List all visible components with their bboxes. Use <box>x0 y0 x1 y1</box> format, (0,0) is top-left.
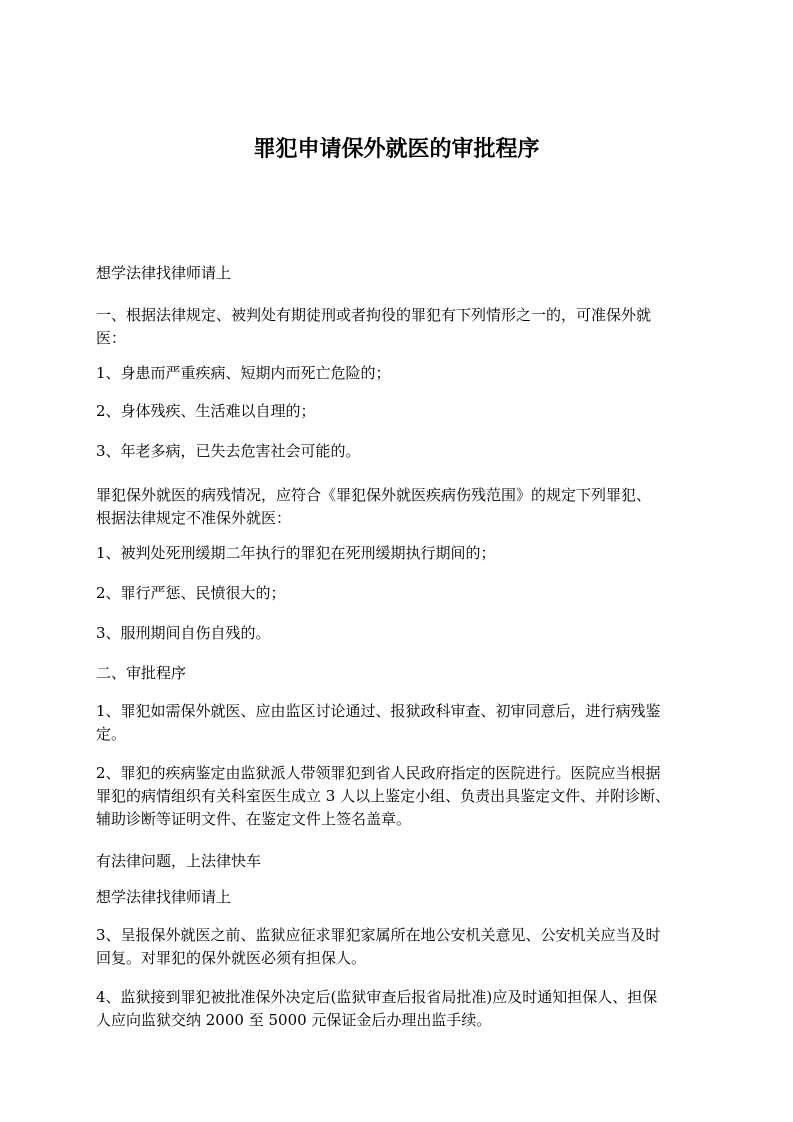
paragraph-section-two: 二、审批程序 <box>96 664 187 682</box>
paragraph-promo-2: 想学法律找律师请上 <box>96 888 232 906</box>
page-title: 罪犯申请保外就医的审批程序 <box>253 137 540 162</box>
paragraph-condition-1: 1、身患而严重疾病、短期内而死亡危险的； <box>96 364 391 382</box>
paragraph-condition-2: 2、身体残疾、生活难以自理的； <box>96 402 316 420</box>
paragraph-condition-3: 3、年老多病，已失去危害社会可能的。 <box>96 442 361 460</box>
paragraph-procedure-4: 4、监狱接到罪犯被批准保外决定后(监狱审查后报省局批准)应及时通知担保人、担保 人应向监狱交纳 2000 至 5000 元保证金后办理出监手续。 <box>96 988 658 1029</box>
paragraph-exclusions-intro: 罪犯保外就医的病残情况，应符合《罪犯保外就医疾病伤残范围》的规定下列罪犯、 根据法律规定不准保外就医： <box>96 486 652 527</box>
paragraph-procedure-1: 1、罪犯如需保外就医、应由监区讨论通过、报狱政科审查、初审同意后，进行病残鉴 定。 <box>96 702 661 743</box>
paragraph-procedure-3: 3、呈报保外就医之前、监狱应征求罪犯家属所在地公安机关意见、公安机关应当及时 回复。对罪犯的保外就医必须有担保人。 <box>96 926 661 967</box>
paragraph-exclusion-2: 2、罪行严惩、民愤很大的； <box>96 584 286 602</box>
paragraph-exclusion-1: 1、被判处死刑缓期二年执行的罪犯在死刑缓期执行期间的； <box>96 544 496 562</box>
paragraph-exclusion-3: 3、服刑期间自伤自残的。 <box>96 624 271 642</box>
paragraph-promo-1: 有法律问题，上法律快车 <box>96 852 262 870</box>
paragraph-section-one: 一、根据法律规定、被判处有期徒刑或者拘役的罪犯有下列情形之一的，可准保外就 医： <box>96 306 652 347</box>
paragraph-procedure-2: 2、罪犯的疾病鉴定由监狱派人带领罪犯到省人民政府指定的医院进行。医院应当根据 罪犯的病情组织有关科室医生成立 3 人以上鉴定小组、负责出具鉴定文件、并附诊断、 辅助诊断等证明文件、在鉴定文件上签名盖章。 <box>96 764 671 828</box>
paragraph-intro-link: 想学法律找律师请上 <box>96 264 232 282</box>
